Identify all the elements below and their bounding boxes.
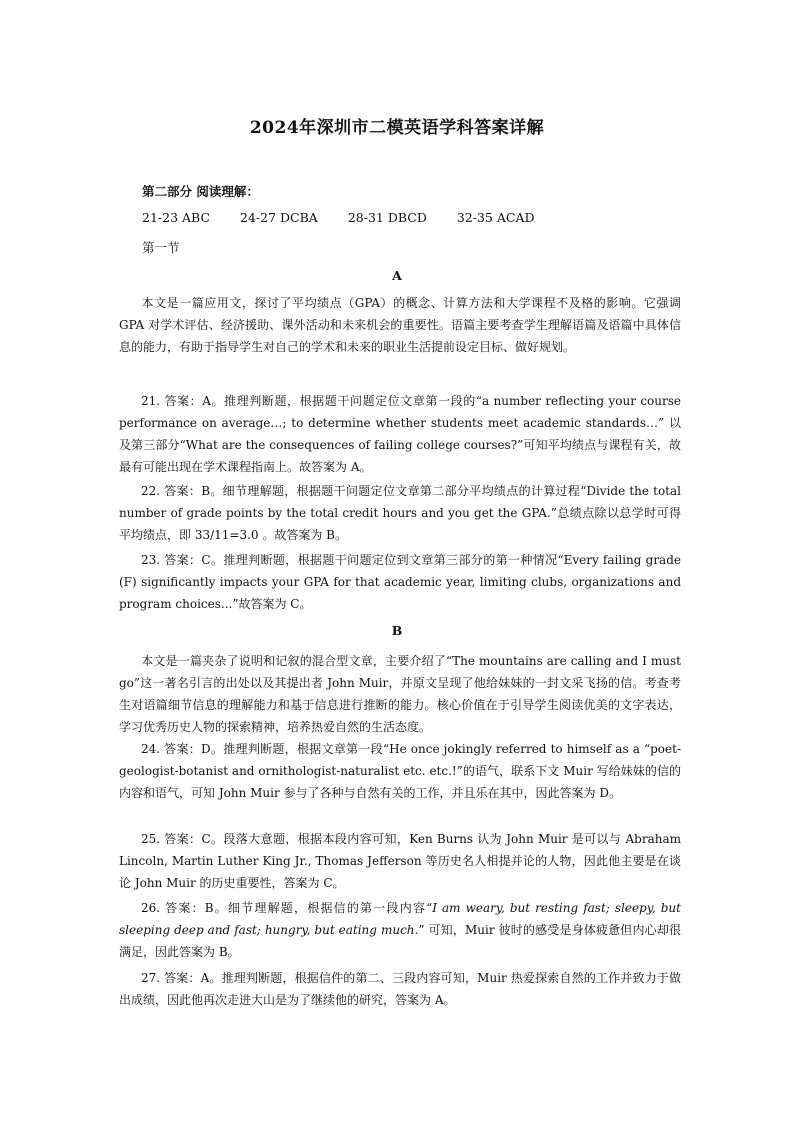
- answer-25: [119, 828, 681, 894]
- section-heading: 第二部分 阅读理解：: [142, 184, 259, 199]
- answer-27: [119, 967, 681, 1011]
- answer-key-28-31: 28-31 DBCD: [347, 210, 427, 225]
- passage-b-intro: [119, 650, 681, 738]
- subsection-heading: 第一节: [142, 240, 180, 255]
- answer-23: [119, 549, 681, 615]
- answer-23-text: 23. 答案：C。推理判断题，根据题干问题定位到文章第三部分的第一种情况“Every failing grade (F) significantly impacts your GPA for that academic year, limiting clubs, organizations and program choices...”故答案为 C。: [119, 553, 681, 611]
- answer-26-post: ” 可知，Muir 彼时的感受是身体疲惫但内心却很满足，因此答案为 B。: [119, 923, 681, 959]
- answer-key-24-27: 24-27 DCBA: [240, 210, 318, 225]
- answer-21-text: 21. 答案：A。推理判断题，根据题干问题定位文章第一段的“a number reflecting your course performance on average…; to determine whether students meet academic standards…” 以及第三部分“What are the consequences of failing college courses?”可知平均绩点与课程有关，故最有可能出现在学术课程指南上。故答案为 A。: [119, 394, 681, 474]
- answer-26-quote: I am weary, but resting fast; sleepy, but sleeping deep and fast; hungry, but eating much.: [119, 901, 681, 937]
- answer-25-text: 25. 答案：C。段落大意题，根据本段内容可知，Ken Burns 认为 John Muir 是可以与 Abraham Lincoln, Martin Luther King Jr., Thomas Jefferson 等历史名人相提并论的人物，因此他主要是在谈论 John Muir 的历史重要性，答案为 C。: [119, 832, 681, 890]
- answer-key-row: [142, 210, 561, 225]
- passage-a-label: A: [392, 268, 402, 283]
- answer-24: [119, 738, 681, 804]
- document-title: 2024年深圳市二模英语学科答案详解: [249, 118, 545, 138]
- answer-22-text: 22. 答案：B。细节理解题，根据题干问题定位文章第二部分平均绩点的计算过程“Divide the total number of grade points by the total credit hours and you get the GPA.”总绩点除以总学时可得平均绩点，即 33/11=3.0 。故答案为 B。: [119, 484, 681, 542]
- passage-b-label: B: [391, 623, 403, 638]
- answer-key-32-35: 32-35 ACAD: [456, 210, 535, 225]
- answer-21: [119, 390, 681, 478]
- passage-a-intro: [119, 292, 681, 358]
- passage-b-intro-text: 本文是一篇夹杂了说明和记叙的混合型文章，主要介绍了“The mountains are calling and I must go”这一著名引言的出处以及其提出者 John Muir，并原文呈现了他给妹妹的一封文采飞扬的信。考查考生对语篇细节信息的理解能力和基于信息进行推断的能力。核心价值在于引导学生阅读优美的文字表达，学习优秀历史人物的探索精神，培养热爱自然的生活态度。: [119, 654, 681, 734]
- answer-22: [119, 480, 681, 546]
- answer-24-text: 24. 答案：D。推理判断题，根据文章第一段“He once jokingly referred to himself as a “poet-geologist-botanist and ornithologist-naturalist etc. etc.!”的语气，联系下文 Muir 写给妹妹的信的内容和语气，可知 John Muir 参与了各种与自然有关的工作，并且乐在其中，因此答案为 D。: [119, 742, 681, 800]
- answer-key-21-23: 21-23 ABC: [142, 210, 211, 225]
- answer-27-text: 27. 答案：A。推理判断题，根据信件的第二、三段内容可知，Muir 热爱探索自然的工作并致力于做出成绩，因此他再次走进大山是为了继续他的研究，答案为 A。: [119, 971, 681, 1007]
- passage-a-intro-text: 本文是一篇应用文，探讨了平均绩点（GPA）的概念、计算方法和大学课程不及格的影响。它强调 GPA 对学术评估、经济援助、课外活动和未来机会的重要性。语篇主要考查学生理解语篇及语篇中具体信息的能力，有助于指导学生对自己的学术和未来的职业生活提前设定目标、做好规划。: [119, 296, 681, 354]
- answer-26-pre: 26. 答案：B。细节理解题，根据信的第一段内容“: [141, 901, 433, 915]
- answer-26: [119, 897, 681, 963]
